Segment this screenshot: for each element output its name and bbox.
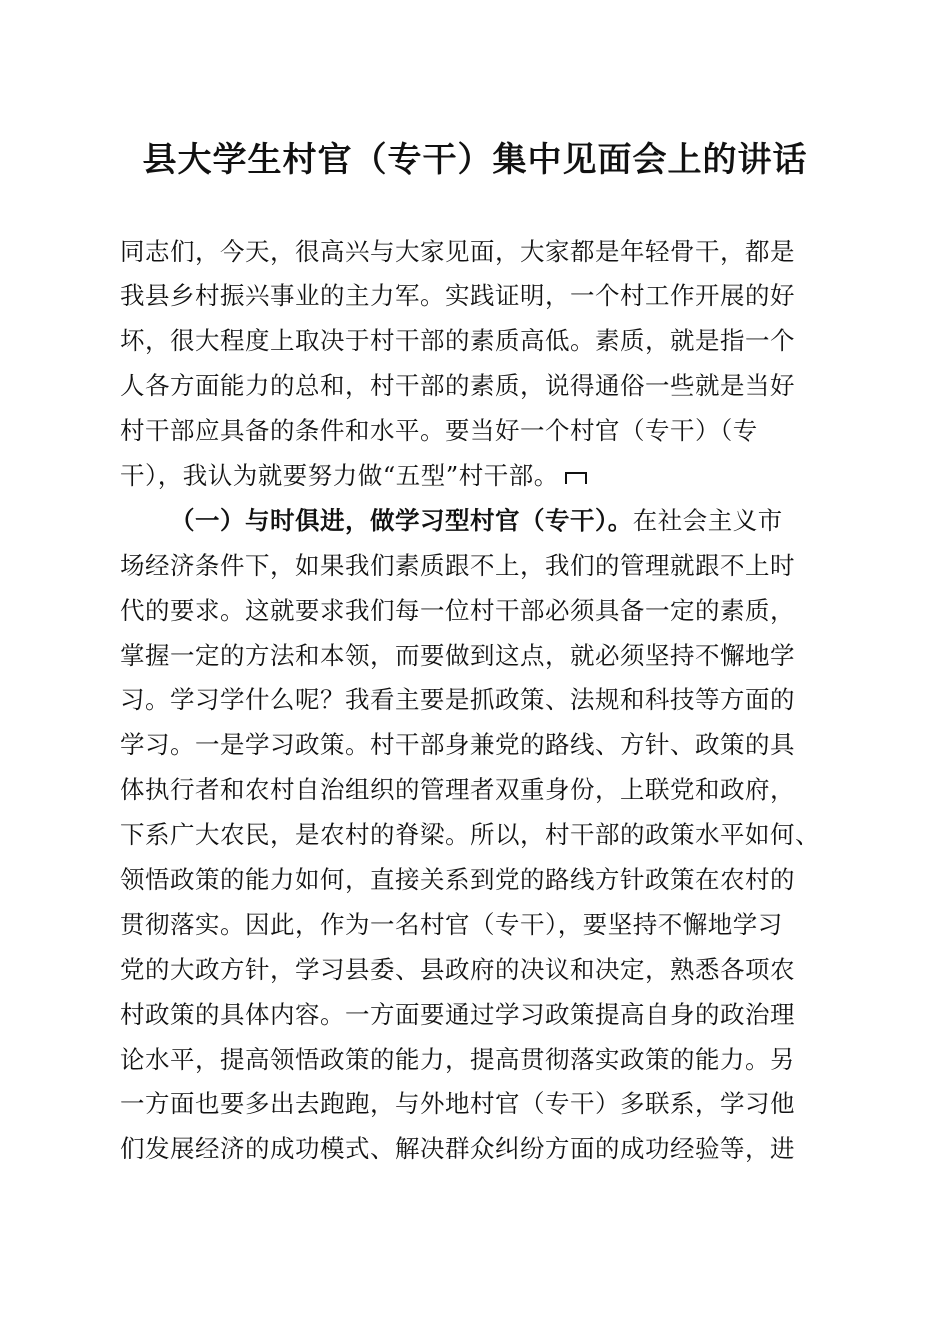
- body-line: 场经济条件下，如果我们素质跟不上，我们的管理就跟不上时: [120, 551, 795, 580]
- body-line: 们发展经济的成功模式、解决群众纠纷方面的成功经验等，进: [120, 1134, 795, 1163]
- body-line: 贯彻落实。因此，作为一名村官（专干），要坚持不懈地学习: [120, 910, 783, 939]
- body-line: 党的大政方针，学习县委、县政府的决议和决定，熟悉各项农: [120, 955, 795, 984]
- body-line: 学习。一是学习政策。村干部身兼党的路线、方针、政策的具: [120, 730, 795, 759]
- body-line: 代的要求。这就要求我们每一位村干部必须具备一定的素质，: [120, 596, 795, 625]
- body-line: 体执行者和农村自治组织的管理者双重身份，上联党和政府，: [120, 775, 795, 804]
- body-line: 村干部应具备的条件和水平。要当好一个村官（专干）（专: [120, 416, 758, 445]
- section-heading: （一）与时俱进，做学习型村官（专干）。: [170, 506, 633, 535]
- body-line: 领悟政策的能力如何，直接关系到党的路线方针政策在农村的: [120, 865, 795, 894]
- body-line-text: 干），我认为就要努力做“五型”村干部。: [120, 461, 559, 490]
- body-line: 人各方面能力的总和，村干部的素质，说得通俗一些就是当好: [120, 371, 795, 400]
- body-line: 下系广大农民，是农村的脊梁。所以，村干部的政策水平如何、: [120, 820, 820, 849]
- body-line: 村政策的具体内容。一方面要通过学习政策提高自身的政治理: [120, 1000, 795, 1029]
- body-line: 习。学习学什么呢？我看主要是抓政策、法规和科技等方面的: [120, 685, 795, 714]
- placeholder-mark-icon: [565, 472, 587, 484]
- body-line: 一方面也要多出去跑跑，与外地村官（专干）多联系，学习他: [120, 1089, 795, 1118]
- body-line: 我县乡村振兴事业的主力军。实践证明，一个村工作开展的好: [120, 281, 795, 310]
- body-line: 掌握一定的方法和本领，而要做到这点，就必须坚持不懈地学: [120, 641, 795, 670]
- body-line: 坏，很大程度上取决于村干部的素质高低。素质，就是指一个: [120, 326, 795, 355]
- page-title: 县大学生村官（专干）集中见面会上的讲话: [142, 140, 808, 180]
- section-lead-text: 在社会主义市: [632, 506, 783, 535]
- body-line: 同志们，今天，很高兴与大家见面，大家都是年轻骨干，都是: [120, 237, 795, 266]
- body-line: 论水平，提高领悟政策的能力，提高贯彻落实政策的能力。另: [120, 1045, 795, 1074]
- section-heading-line: [170, 501, 850, 541]
- body-line-with-mark: [120, 456, 840, 496]
